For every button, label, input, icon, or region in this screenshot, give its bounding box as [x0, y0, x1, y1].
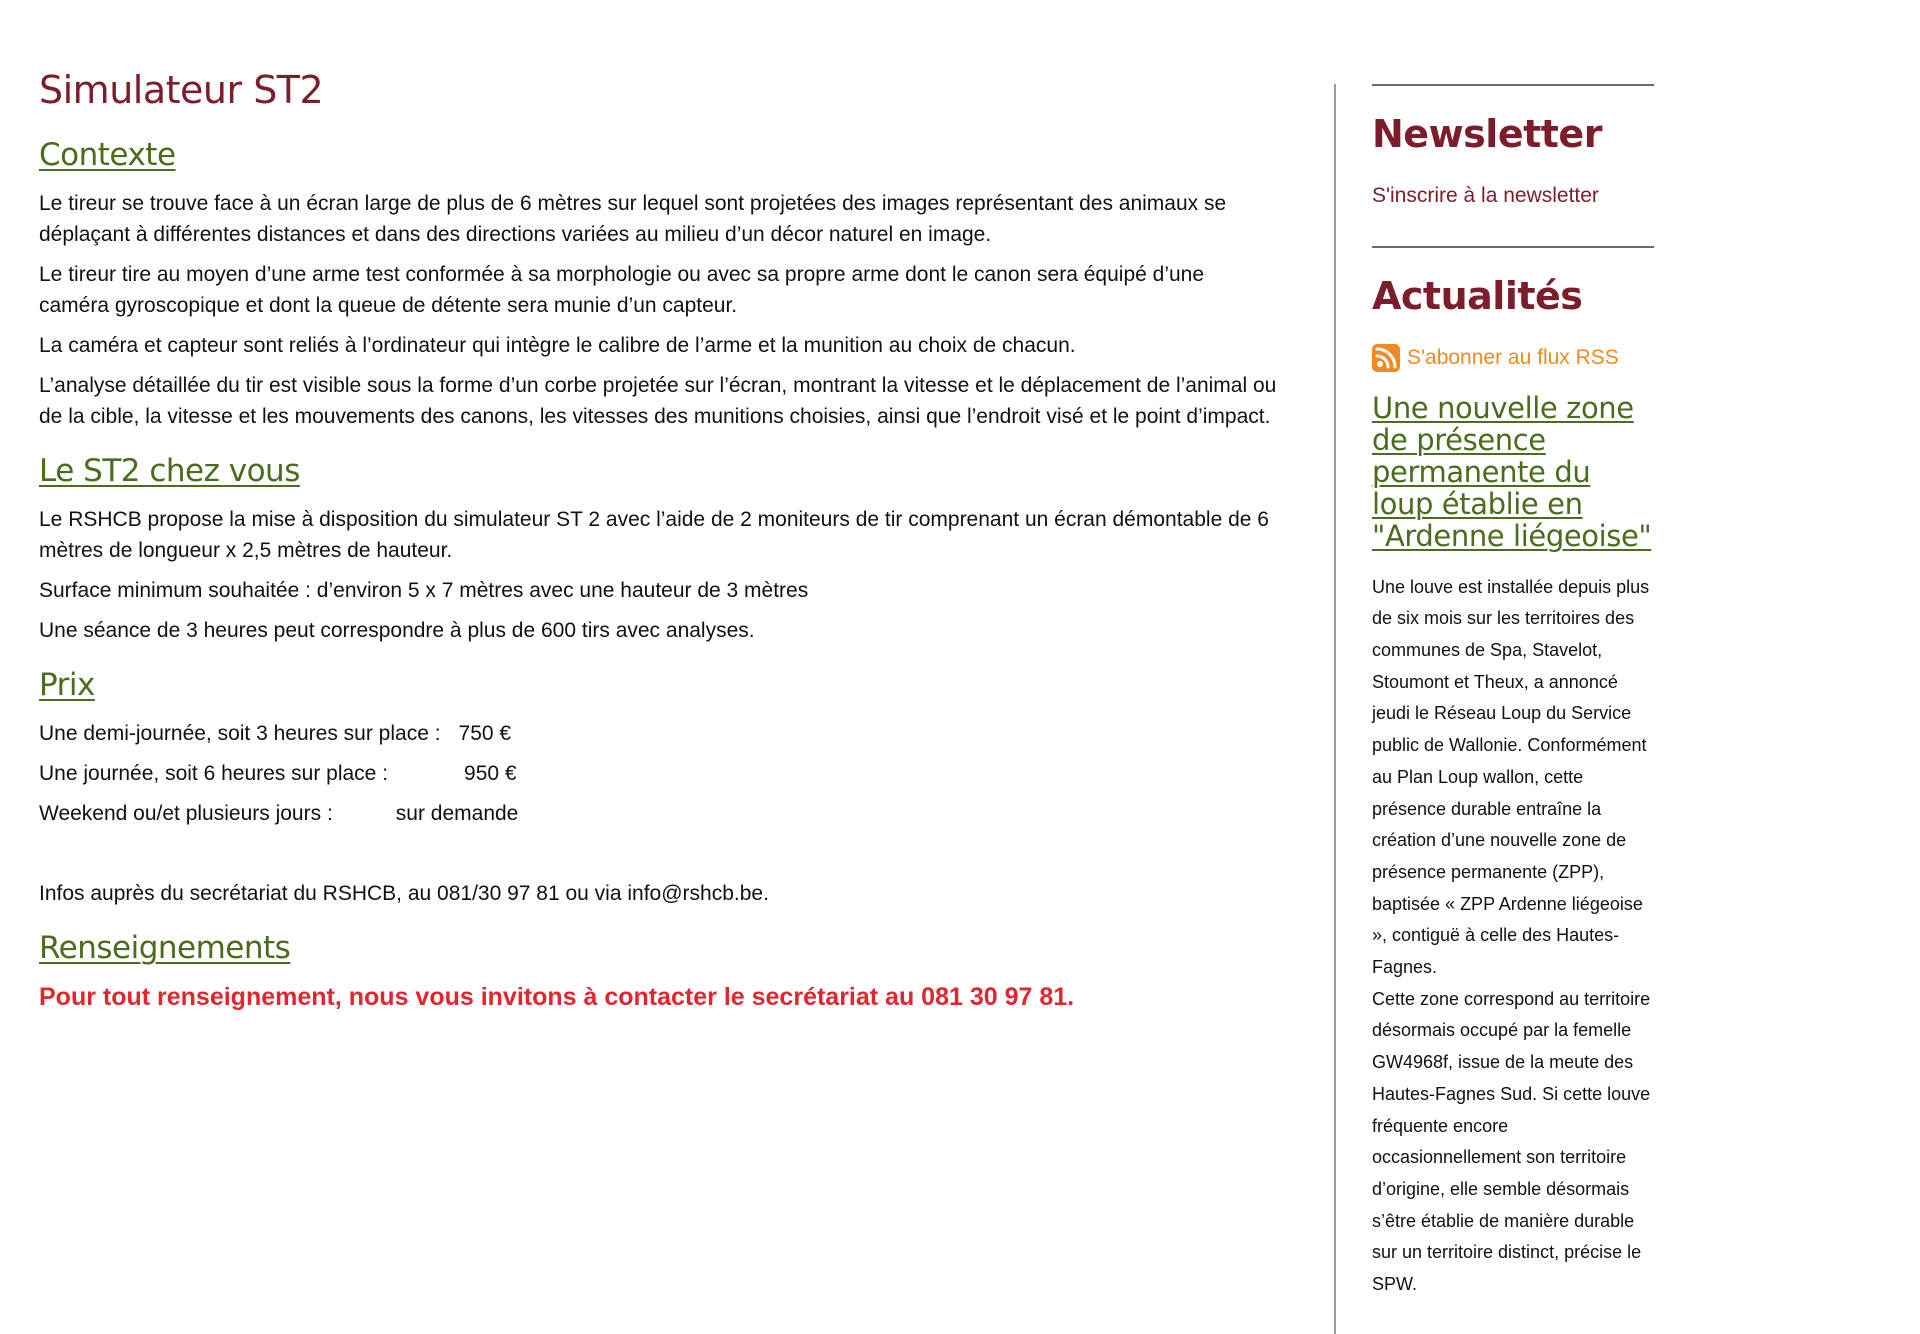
- price-value: 750 €: [458, 722, 512, 746]
- newsletter-subscribe-link[interactable]: S'inscrire à la newsletter: [1372, 183, 1599, 207]
- divider: [1372, 246, 1654, 248]
- sidebar: [1372, 84, 1654, 1301]
- paragraph: L’analyse détaillée du tir est visible sous la forme d’un corbe projetée sur l’écran, montrant la vitesse et le déplacement de l’animal ou de la cible, la vitesse et les mouvements des canons, les vitesses des munitions choisies, ainsi que l’endroit visé et le point d’impact.: [39, 373, 1277, 428]
- rss-subscribe-link[interactable]: S'abonner au flux RSS: [1407, 345, 1619, 369]
- column-divider: [1334, 84, 1336, 1334]
- divider: [1372, 84, 1654, 86]
- price-row: [39, 718, 1279, 749]
- section-heading-renseignements: Renseignements: [39, 930, 291, 967]
- price-label: Une demi-journée, soit 3 heures sur place :: [39, 722, 441, 746]
- rss-icon[interactable]: [1372, 344, 1400, 372]
- contact-info: Infos auprès du secrétariat du RSHCB, au 081/30 97 81 ou via info@rshcb.be.: [39, 882, 769, 906]
- paragraph: Une séance de 3 heures peut correspondre à plus de 600 tirs avec analyses.: [39, 618, 755, 642]
- news-article-title[interactable]: Une nouvelle zone de présence permanente du loup établie en "Ardenne liégeoise": [1372, 390, 1652, 553]
- section-heading-st2-chez-vous: Le ST2 chez vous: [39, 452, 300, 489]
- page-title: Simulateur ST2: [39, 68, 324, 112]
- price-value: 950 €: [464, 762, 517, 786]
- spacer: [39, 838, 1279, 878]
- paragraph: Le RSHCB propose la mise à disposition du simulateur ST 2 avec l’aide de 2 moniteurs de tir comprenant un écran démontable de 6 mètres de longueur x 2,5 mètres de hauteur.: [39, 507, 1269, 562]
- price-value: sur demande: [395, 802, 519, 826]
- actualites-title: Actualités: [1372, 273, 1583, 318]
- section-heading-contexte: Contexte: [39, 136, 176, 173]
- newsletter-title: Newsletter: [1372, 112, 1602, 156]
- news-article-body: Une louve est installée depuis plus de six mois sur les territoires des communes de Spa, Stavelot, Stoumont et Theux, a annoncé jeudi le Réseau Loup du Service public de Wallonie. Conformément au Plan Loup wallon, cette présence durable entraîne la création d’une nouvelle zone de présence permanente (ZPP), baptisée « ZPP Ardenne liégeoise », contiguë à celle des Hautes-Fagnes.: [1372, 576, 1650, 978]
- section-st2-chez-vous: [39, 454, 1279, 646]
- price-label: Weekend ou/et plusieurs jours :: [39, 802, 333, 826]
- price-row: [39, 758, 1279, 789]
- section-contexte: [39, 138, 1279, 432]
- section-heading-prix: Prix: [39, 666, 95, 703]
- main-content: [39, 70, 1279, 1035]
- news-article-link[interactable]: [1372, 392, 1654, 552]
- price-row: [39, 798, 1279, 829]
- rss-subscribe[interactable]: [1372, 344, 1654, 372]
- contact-alert: Pour tout renseignement, nous vous invitons à contacter le secrétariat au 081 30 97 81.: [39, 983, 1075, 1012]
- price-label: Une journée, soit 6 heures sur place :: [39, 762, 389, 786]
- news-article-body-continued: Cette zone correspond au territoire désormais occupé par la femelle GW4968f, issue de la meute des Hautes-Fagnes Sud. Si cette louve fréquente encore occasionnellement son territoire d’origine, elle semble désormais s’être établie de manière durable sur un territoire distinct, précise le SPW.: [1372, 988, 1651, 1295]
- paragraph: Surface minimum souhaitée : d’environ 5 x 7 mètres avec une hauteur de 3 mètres: [39, 578, 809, 602]
- section-prix: [39, 668, 1279, 909]
- paragraph: Le tireur se trouve face à un écran large de plus de 6 mètres sur lequel sont projetées des images représentant des animaux se déplaçant à différentes distances et dans des directions variées au milieu d’un décor naturel en image.: [39, 191, 1227, 246]
- paragraph: Le tireur tire au moyen d’une arme test conformée à sa morphologie ou avec sa propre arme dont le canon sera équipé d’une caméra gyroscopique et dont la queue de détente sera munie d’un capteur.: [39, 262, 1205, 317]
- paragraph: La caméra et capteur sont reliés à l’ordinateur qui intègre le calibre de l’arme et la munition au choix de chacun.: [39, 333, 1076, 357]
- section-renseignements: [39, 931, 1279, 1013]
